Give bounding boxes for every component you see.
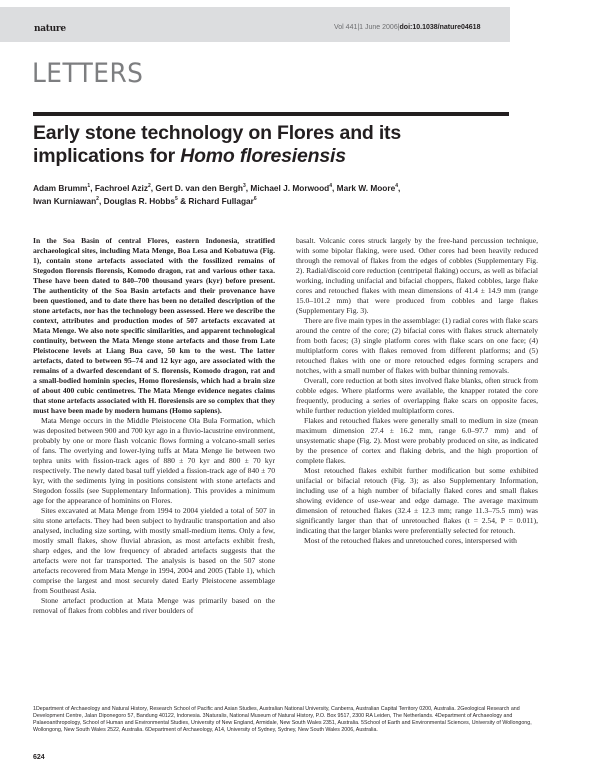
article-title-species: Homo floresiensis — [180, 145, 346, 167]
author-affiliation-marker: 3 — [243, 183, 246, 189]
article-title — [33, 122, 513, 168]
author-name: Richard Fullagar — [188, 196, 254, 207]
body-paragraph: Mata Menge occurs in the Middle Pleistocene Ola Bula Formation, which was deposited between 900 and 700 kyr ago in a fluvio-lacustrine environment, probably by one or more flash volcanic flows forming a volcano-small series of fans. The overlying and lower-lying tuffs at Mata Menge lie between two tephra units with fission-track ages of 880 ± 70 kyr and 800 ± 70 kyr respectively. The newly dated basal tuff yielded a fission-track age of 840 ± 70 kyr, with the sediments lying in positions consistent with stone artefacts and Stegodon fossils (see Supplementary Information). This provides a minimum age for the appearance of hominins on Flores. — [33, 416, 275, 505]
body-paragraph: Sites excavated at Mata Menge from 1994 to 2004 yielded a total of 507 in situ stone artefacts. They had been subject to hydraulic transportation and also analysed, including size sorting, with mostly small-medium items. Only a few, mostly small flakes, show fluvial abrasion, as most artefacts exhibit fresh, sharp edges, and the low frequency of abraded artefacts suggests that the artefacts were not far transported. The analysis is based on the 507 stone artefacts recovered from Mata Menge in 1994, 2004 and 2005 (Table 1), which comprise the largest and most securely dated Early Pleistocene assemblage from Southeast Asia. — [33, 506, 275, 595]
author-affiliation-marker: 2 — [148, 183, 151, 189]
author-affiliation-marker: 6 — [253, 196, 257, 203]
body-paragraph: In the Soa Basin of central Flores, eastern Indonesia, stratified archaeological sites, including Mata Menge, Boa Lesa and Kobatuwa (Fig. 1), contain stone artefacts associated with the fossilized remains of Stegodon florensis florensis, Komodo dragon, rat and various other taxa. These have been dated to 840–700 thousand years (kyr) before present. The authenticity of the Soa Basin artefacts and their provenance have been questioned, and to date there has been no detailed description of the stone artefacts, nor has the technology been assessed. Here we describe the context, attributes and production modes of 507 artefacts excavated at Mata Menge. We also note specific similarities, and apparent technological continuity, between the Mata Menge stone artefacts and those from Late Pleistocene levels at Liang Bua cave, 50 km to the west. The latter artefacts, dated to between 95–74 and 12 kyr ago, are associated with the remains of a dwarfed descendant of S. florensis, Komodo dragon, rat and a small-bodied hominin species, Homo floresiensis, which had a brain size of about 400 cubic centimetres. The Mata Menge evidence negates claims that stone artefacts associated with H. floresiensis are so complex that they must have been made by modern humans (Homo sapiens). — [33, 236, 275, 415]
article-body — [33, 236, 539, 616]
author-affiliations: 1Department of Archaeology and Natural History, Research School of Pacific and Asian Studies, Australian National University, Canberra, Australian Capital Territory 0200, Australia. 2Geological Research and Development Centre, Jalan Diponegoro 57, Bandung 40122, Indonesia. 3Naturalis, National Museum of Natural History, P.O. Box 9517, 2300 RA Leiden, The Netherlands. 4Department of Archaeology and Palaeoanthropology, School of Human and Environmental Studies, University of New England, Armidale, New South Wales 2351, Australia. 5School of Earth and Environmental Sciences, University of Wollongong, Wollongong, New South Wales 2522, Australia. 6Department of Archaeology, A14, University of Sydney, Sydney, New South Wales 2006, Australia. — [33, 706, 532, 733]
author-affiliation-marker: 1 — [87, 183, 91, 189]
author-name: Gert D. van den Bergh — [155, 182, 244, 193]
title-divider — [33, 112, 509, 116]
section-label: LETTERS — [32, 58, 144, 89]
doi-link[interactable]: doi:10.1038/nature04618 — [399, 24, 481, 31]
author-name: Adam Brumm — [33, 182, 88, 193]
body-paragraph: Overall, core reduction at both sites involved flake blanks, often struck from cobble edges. Where platforms were available, the knapper rotated the core frequently, producing a series of overlapping flake scars on opposite faces, while further reduction yielded multiplatform cores. — [296, 376, 538, 415]
journal-logo: nature — [34, 24, 66, 34]
citation-volume-date: Vol 441|1 June 2006| — [334, 24, 400, 31]
author-name: Michael J. Morwood — [250, 182, 330, 193]
author-list: Adam Brumm$^1$, Fachroel Aziz$^2$, Gert D. van den Bergh$^3$, Michael J. Morwood$^4$, Mark W. Moore$^4$, Iwan Kurniawan$^2$, Douglas R. Hobbs$^5$ & Richard Fullagar$^6$ — [33, 182, 401, 207]
author-name: Fachroel Aziz — [94, 182, 148, 193]
article-title-text: Early stone technology on Flores and its implications for — [33, 122, 401, 167]
citation-line — [334, 24, 480, 31]
body-paragraph: Stone artefact production at Mata Menge was primarily based on the removal of flakes from cobbles and river boulders of — [33, 596, 275, 615]
author-affiliation-marker: 2 — [96, 196, 99, 203]
body-column-left — [33, 236, 275, 616]
body-column-right — [296, 236, 538, 616]
author-name: Mark W. Moore — [336, 182, 396, 193]
body-paragraph: There are five main types in the assemblage: (1) radial cores with flake scars around the centre of the core; (2) bifacial cores with flakes struck alternately from both faces; (3) single platform cores with flake scars on one face; (4) multiplatform cores with flakes removed from different platforms; and (5) retouched flakes with one or more retouched edges forming scrapers and notches, with a small number of flakes with bulbar thinning removals. — [296, 316, 538, 375]
body-paragraph: basalt. Volcanic cores struck largely by the free-hand percussion technique, with some bipolar flaking, were used. Other cores had been heavily reduced through the removal of flakes from the edges of cobbles (Supplementary Fig. 2). Radial/discoid core reduction (centripetal flaking) occurs, as well as bifacial working, including unifacial and bifacial choppers, flaked cobbles, large flake cores and retouched flakes with mean dimensions of 41.4 ± 14.9 mm (range 15.0–101.2 mm) that were produced from cobbles and large flakes (Supplementary Fig. 3). — [296, 236, 538, 315]
author-name: Iwan Kurniawan — [33, 196, 97, 207]
author-affiliation-marker: 4 — [329, 183, 333, 189]
author-affiliation-marker: 5 — [175, 196, 178, 203]
author-affiliation-marker: 4 — [395, 183, 399, 189]
author-name: Douglas R. Hobbs — [103, 196, 176, 207]
body-paragraph: Most of the retouched flakes and unretouched cores, interspersed with — [304, 536, 517, 545]
body-paragraph: Most retouched flakes exhibit further modification but some exhibited unifacial or bifacial retouch (Fig. 3); as also Supplementary Information, including use of a high number of bifacially flaked cores and small flakes showing evidence of use-wear and edge damage. The average maximum dimension of retouched flakes (32.4 ± 12.3 mm; range 11.3–75.5 mm) was significantly larger than that of unretouched flakes (t = 2.54, P = 0.011), indicating that the larger blanks were preferentially selected for retouch. — [296, 466, 538, 535]
page-number: 624 — [33, 754, 45, 761]
body-paragraph: Flakes and retouched flakes were generally small to medium in size (mean maximum dimension 27.4 ± 16.2 mm, range 6.0–97.7 mm) and of unsystematic shape (Fig. 2). Most were probably produced on site, as indicated by the presence of cortex and flaking debris, and the high proportion of complete flakes. — [296, 416, 538, 465]
